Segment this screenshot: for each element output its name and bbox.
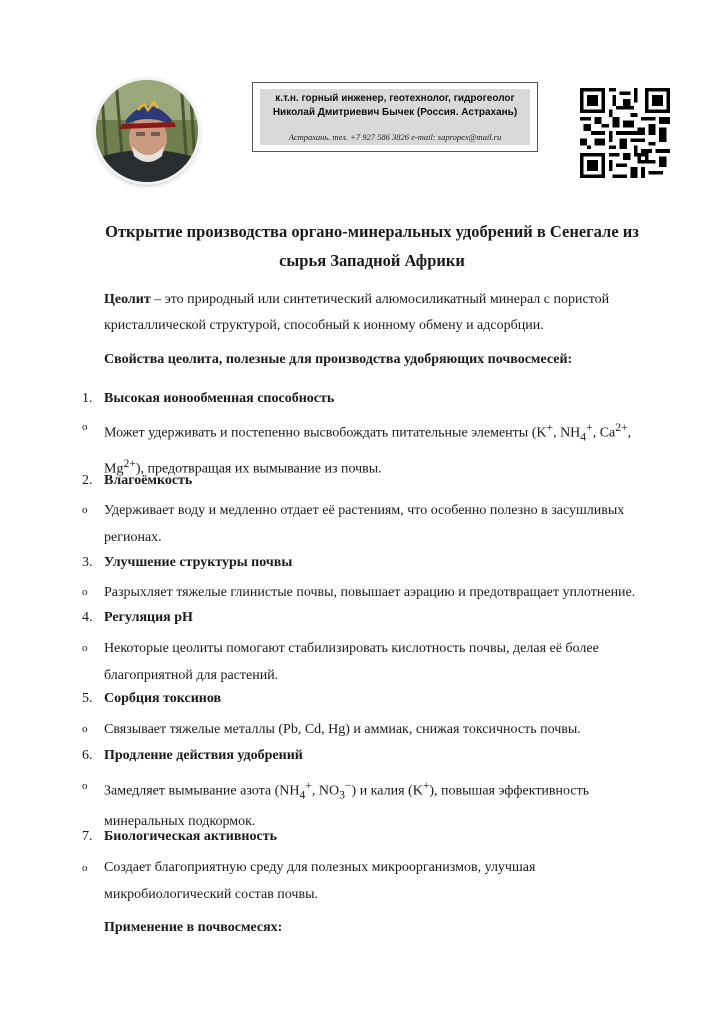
item-title: Регуляция pH	[104, 610, 193, 625]
item-number: 7.	[82, 829, 93, 844]
item-number: 3.	[82, 555, 93, 570]
intro-term: Цеолит	[104, 292, 151, 307]
item-title: Биологическая активность	[104, 829, 277, 844]
item-description: Замедляет вымывание азота ($NH_4^+$, $NO_3^-$) и калия (K+), повышая эффективность минеральных подкормок.	[104, 779, 590, 830]
item-number: 6.	[82, 748, 93, 763]
title-line-1: Открытие производства органо-минеральных удобрений в Сенегале из	[105, 222, 639, 241]
item-description: Удерживает воду и медленно отдает её растениям, что особенно полезно в засушливых регионах.	[104, 503, 625, 545]
bullet-marker: o	[82, 723, 88, 735]
item-title: Влагоёмкость	[104, 473, 193, 488]
item-description: Связывает тяжелые металлы (Pb, Cd, Hg) и аммиак, снижая токсичность почвы.	[104, 722, 581, 737]
author-name: Николай Дмитриевич Бычек (Россия. Астрахань)	[272, 107, 518, 118]
item-title: Сорбция токсинов	[104, 691, 222, 706]
author-card-fill	[260, 89, 530, 145]
intro-definition: – это природный или синтетический алюмосиликатный минерал с пористой кристаллической структурой, способный к ионному обмену и адсорбции.	[104, 292, 610, 333]
bullet-marker: o	[82, 504, 88, 516]
author-photo	[96, 80, 198, 182]
properties-heading: Свойства цеолита, полезные для производства удобряющих почвосмесей:	[104, 352, 573, 367]
qr-code[interactable]	[580, 88, 670, 178]
item-description: Создает благоприятную среду для полезных микроорганизмов, улучшая микробиологический состав почвы.	[104, 860, 536, 902]
bullet-marker: o	[82, 642, 88, 654]
application-heading: Применение в почвосмесях:	[104, 920, 283, 935]
author-contact: Астрахань. тел. +7 927 586 3826 e-mail: sapropex@mail.ru	[288, 132, 502, 142]
title-line-2: сырья Западной Африки	[279, 251, 465, 270]
bullet-marker: o	[82, 862, 88, 874]
bullet-marker: o	[82, 586, 88, 598]
author-credentials: к.т.н. горный инженер, геотехнолог, гидрогеолог	[275, 93, 515, 104]
item-number: 4.	[82, 610, 93, 625]
item-number: 2.	[82, 473, 93, 488]
item-number: 1.	[82, 391, 93, 406]
item-title: Высокая ионообменная способность	[104, 391, 335, 406]
item-title: Продление действия удобрений	[104, 748, 303, 763]
item-title: Улучшение структуры почвы	[104, 555, 293, 570]
bullet-marker: o	[82, 780, 88, 792]
bullet-marker: o	[82, 421, 88, 433]
author-card	[252, 82, 538, 152]
item-description: Разрыхляет тяжелые глинистые почвы, повышает аэрацию и предотвращает уплотнение.	[104, 585, 636, 600]
item-description: Может удерживать и постепенно высвобождать питательные элементы (K+, $NH_4^+$, $Ca^{2+}$, $Mg^{2+}$), предотвращая их вымывание из почвы.	[104, 421, 632, 478]
document-title	[60, 217, 684, 275]
item-number: 5.	[82, 691, 93, 706]
item-description: Некоторые цеолиты помогают стабилизировать кислотность почвы, делая её более благоприятной для растений.	[104, 641, 599, 683]
intro-paragraph	[104, 287, 664, 339]
